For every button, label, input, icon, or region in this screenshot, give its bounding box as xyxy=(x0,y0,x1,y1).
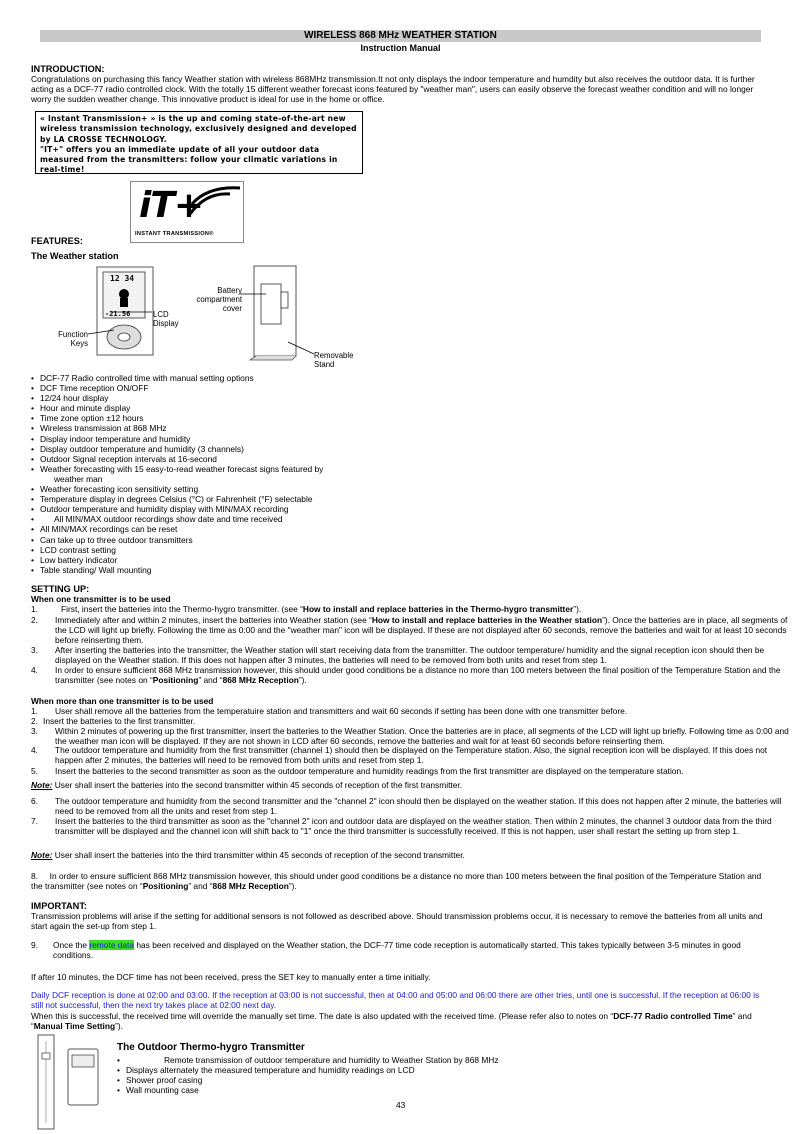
list-item: • Display outdoor temperature and humidity (3 channels) xyxy=(31,444,771,454)
dcf-reception-schedule: Daily DCF reception is done at 02:00 and 03:00. If the reception at 03:00 is not successful, then at 04:00 and 05:00 and 06:00 there are other tries, until one is successful. If the reception at 06:00 is still not successful, then the next try takes place at 02:00 next day. xyxy=(31,990,760,1010)
it-plus-logo xyxy=(130,181,244,243)
dcf-override-note: When this is successful, the received time will override the manually set time. The date is also updated with the received time. (Please refer also to notes on “DCF-77 Radio controlled Time” and “Manual Time Setting”). xyxy=(31,1011,752,1031)
list-item: • Remote transmission of outdoor temperature and humidity to Weather Station by 868 MHz xyxy=(117,1055,767,1065)
list-item: • All MIN/MAX outdoor recordings show date and time received xyxy=(31,514,771,524)
important-heading: IMPORTANT: xyxy=(31,901,87,911)
list-item: • 12/24 hour display xyxy=(31,393,771,403)
list-item: • Low battery indicator xyxy=(31,555,771,565)
list-item: • Outdoor Signal reception intervals at 16-second xyxy=(31,454,771,464)
transmitter-feature-list xyxy=(117,1055,767,1095)
list-item: • Weather forecasting icon sensitivity setting xyxy=(31,484,771,494)
instant-transmission-box xyxy=(35,111,363,174)
list-item: • All MIN/MAX recordings can be reset xyxy=(31,524,771,534)
document-title: WIRELESS 868 MHz WEATHER STATION xyxy=(40,30,761,42)
list-item: • Display indoor temperature and humidity xyxy=(31,434,771,444)
one-transmitter-heading: When one transmitter is to be used xyxy=(31,594,171,604)
intro-text: Congratulations on purchasing this fancy Weather station with wireless 868MHz transmission.It not only displays the indoor temperature and humdity but also receives the outdoor data. It is further acting as a DCF-77 radio controlled clock. With the totally 15 different weather forecast icons featured by "weather man", users can easily observe the forecast weather condition and will no longer worry the sudden weather change. This innovative product is ideal for use in the home or office. xyxy=(31,74,755,104)
transmitter-heading: The Outdoor Thermo-hygro Transmitter xyxy=(117,1042,305,1053)
weather-station-heading: The Weather station xyxy=(31,251,119,261)
transmitter-illustration xyxy=(32,1033,112,1133)
features-heading: FEATURES: xyxy=(31,236,83,246)
list-item: • DCF Time reception ON/OFF xyxy=(31,383,771,393)
list-item: • Temperature display in degrees Celsius (°C) or Fahrenheit (°F) selectable xyxy=(31,494,771,504)
logo-mark: iT+ xyxy=(139,185,204,226)
manual-page: WIRELESS 868 MHz WEATHER STATION Instruction Manual INTRODUCTION: Congratulations on purchasing this fancy Weather station with wireless 868MHz transmission.It not only displays the indoor temperature and humdity but also receives the outdoor data. It is further acting as a DCF-77 radio controlled clock. With the totally 15 different weather forecast icons featured by "weather man", users can easily observe the forecast weather condition and will no longer worry the sudden weather change. This innovative product is ideal for use in the home or office. « Instant Transmission+ » is the up and coming state-of-the-art new wireless transmission technology, exclusively designed and developed by LA CROSSE TECHNOLOGY. "IT+" offers you an immediate update of all your outdoor data measured from the transmitters: follow your climatic variations in real-time! iT+ INSTANT TRANSMISSION® FEATURES: The Weather station 12 34 -21.56 LCD Display Function Keys Battery compartment cover Removable Stand • DCF-77 Radio controlled time with manual setting options • DCF Time reception ON/OFF • 12/24 hour display • Hour and minute display • Time zone option ±12 hours • Wireless transmission at 868 MHz • Display indoor temperature and humidity • Display outdoor temperature and humidity (3 channels) • Outdoor Signal reception intervals at 16-second • Weather forecasting with 15 easy-to-read weather forecast signs featured by weather man • Weather forecasting icon sensitivity setting • Temperature display in degrees Celsius (°C) or Fahrenheit (°F) selectable • Outdoor temperature and humidity display with MIN/MAX recording • All MIN/MAX outdoor recordings show date and time received • All MIN/MAX recordings can be reset • Can take up to three outdoor transmitters • LCD contrast setting • Low battery indicator • Table standing/ Wall mounting SETTING UP: When one transmitter is to be used 1. First, insert the batteries into the Thermo-hygro transmitter. (see “How to install and replace batteries in the Thermo-hygro transmitter”). 2. Immediately after and within 2 minutes, insert the batteries into Weather station (see “How to install and replace batteries in the Weather station”). Once the batteries are in place, all segments of the LCD will light up briefly. Following the time as 0:00 and the "weather man" icon will be displayed. If these are not displayed after 60 seconds, remove the batteries and wait for at least 10 seconds before reinserting them. 3. After inserting the batteries into the transmitter, the Weather station will start receiving data from the transmitter. The outdoor temperature/ humidity and the signal reception icon should then be displayed on the Weather station. If this does not happen after 3 minutes, the batteries will need to be removed from both units and reset from step 1. 4. In order to ensure sufficient 868 MHz transmission however, this should under good conditions be a distance no more than 100 meters between the final position of the Temperature Station and the transmitter (see notes on “Positioning” and “868 MHz Reception”). When more than one transmitter is to be used 1. User shall remove all the batteries from the temperatuire station and transmitters and wait 60 seconds if setting has been done with one transmitter before. 2. Insert the batteries to the first transmitter. 3. Within 2 minutes of powering up the first transmitter, insert the batteries to the Weather Station. Once the batteries are in place, all segments of the LCD will light up briefly. Following time as 0:00 and the weather man icon will be displayed. If they are not shown in LCD after 60 seconds, remove the batteries and wait for at least 60 seconds before reinserting them. 4. The outdoor temperature and humidity from the first transmitter (channel 1) should then be displayed on the Temperature station. Also, the signal reception icon will be displayed. If this does not happen after 2 minutes, the batteries will need to be removed from both units and reset from step 1. 5. Insert the batteries to the second transmitter as soon as the outdoor temperature and humidity readings from the first transmitter are displayed on the temperature station. Note: User shall insert the batteries into the second transmitter within 45 seconds of reception of the first transmitter. 6. The outdoor temperature and humidity from the second transmitter and the "channel 2" icon should then be displayed on the weather station. If this does not happen after 2 minute, the batteries will need to be removed from all the units and reset from step 1. 7. Insert the batteries to the third transmitter as soon as the "channel 2" icon and outdoor data are displayed on the weather station. Then within 2 minutes, the channel 3 outdoor data from the third transmitter will be displayed and the channel icon will shift back to "1" once the third transmitter is successfully received. If this is not happen, user shall restart the setting up from step 1. Note: User shall insert the batteries into the third transmitter within 45 seconds of reception of the second transmitter. 8. In order to ensure sufficient 868 MHz transmission however, this should under good conditions be a distance no more than 100 meters between the final position of the Temperature Station and the transmitter (see notes on “Positioning” and “868 MHz Reception”). IMPORTANT: Transmission problems will arise if the setting for additional sensors is not followed as described above. Should transmission problems occur, it is necessary to remove the batteries from all units and start again the set-up from step 1. 9. Once the remote data has been received and displayed on the Weather station, the DCF-77 time code reception is automatically started. This takes typically between 3-5 minutes in good conditions. If after 10 minutes, the DCF time has not been received, press the SET key to manually enter a time initially. Daily DCF reception is done at 02:00 and 03:00. If the reception at 03:00 is not successful, then at 04:00 and 05:00 and 06:00 there are other tries, until one is successful. If the reception at 06:00 is still not successful, then the next try takes place at 02:00 next day. When this is successful, the received time will override the manually set time. The date is also updated with the received time. (Please refer also to notes on “DCF-77 Radio controlled Time” and “Manual Time Setting”). The Outdoor Thermo-hygro Transmitter • Remote transmission of outdoor temperature and humidity to Weather Station by 868 MHz • Displays alternately the measured temperature and humidity readings on LCD • Shower proof casing • Wall mounting case 43 xyxy=(0,0,802,1134)
lcd-temp-readout: -21.56 xyxy=(105,310,131,318)
note-second-transmitter: Note: User shall insert the batteries into the second transmitter within 45 seconds of reception of the first transmitter. xyxy=(31,780,463,790)
list-item: • Table standing/ Wall mounting xyxy=(31,565,771,575)
removable-stand-label: Removable Stand xyxy=(314,351,354,369)
highlighted-remote-data: remote data xyxy=(89,940,135,950)
list-item: • Outdoor temperature and humidity display with MIN/MAX recording xyxy=(31,504,771,514)
setup-step-8: 8. In order to ensure sufficient 868 MHz transmission however, this should under good conditions be a distance no more than 100 meters between the final position of the Temperature Station and the transmitter (see notes on “Positioning” and “868 MHz Reception”). xyxy=(31,871,762,891)
it-box-line2: "IT+" offers you an immediate update of all your outdoor data measured from the transmitters: follow your climatic variations in real-time! xyxy=(40,144,338,175)
important-text: Transmission problems will arise if the setting for additional sensors is not followed as described above. Should transmission problems occur, it is necessary to remove the batteries from all units and start again the set-up from step 1. xyxy=(31,911,763,931)
lcd-display-label: LCD Display xyxy=(153,310,179,328)
page-number: 43 xyxy=(396,1100,406,1110)
function-keys-label: Function Keys xyxy=(58,330,88,348)
list-item: • Displays alternately the measured temperature and humidity readings on LCD xyxy=(117,1065,767,1075)
list-item: • Time zone option ±12 hours xyxy=(31,413,771,423)
battery-cover-label: Battery compartment cover xyxy=(196,286,242,313)
feature-list xyxy=(31,373,771,575)
it-box-line1: « Instant Transmission+ » is the up and coming state-of-the-art new wireless transmission technology, exclusively designed and developed by LA CROSSE TECHNOLOGY. xyxy=(40,114,357,144)
note-third-transmitter: Note: User shall insert the batteries into the third transmitter within 45 seconds of reception of the second transmitter. xyxy=(31,850,465,860)
list-item: • LCD contrast setting xyxy=(31,545,771,555)
lcd-time-readout: 12 34 xyxy=(110,274,135,283)
logo-caption: INSTANT TRANSMISSION® xyxy=(135,231,214,237)
list-item: • Can take up to three outdoor transmitters xyxy=(31,535,771,545)
list-item: • DCF-77 Radio controlled time with manual setting options xyxy=(31,373,771,383)
signal-waves-icon xyxy=(186,184,246,224)
list-item: • Weather forecasting with 15 easy-to-read weather forecast signs featured by weather man xyxy=(31,464,771,484)
document-subtitle: Instruction Manual xyxy=(360,43,441,53)
intro-heading: INTRODUCTION: xyxy=(31,64,105,74)
list-item: • Wireless transmission at 868 MHz xyxy=(31,423,771,433)
list-item: • Hour and minute display xyxy=(31,403,771,413)
more-transmitters-heading: When more than one transmitter is to be used xyxy=(31,696,214,706)
list-item: • Wall mounting case xyxy=(117,1085,767,1095)
setup-heading: SETTING UP: xyxy=(31,584,90,594)
dcf-manual-note: If after 10 minutes, the DCF time has not been received, press the SET key to manually enter a time initially. xyxy=(31,972,431,982)
list-item: • Shower proof casing xyxy=(117,1075,767,1085)
